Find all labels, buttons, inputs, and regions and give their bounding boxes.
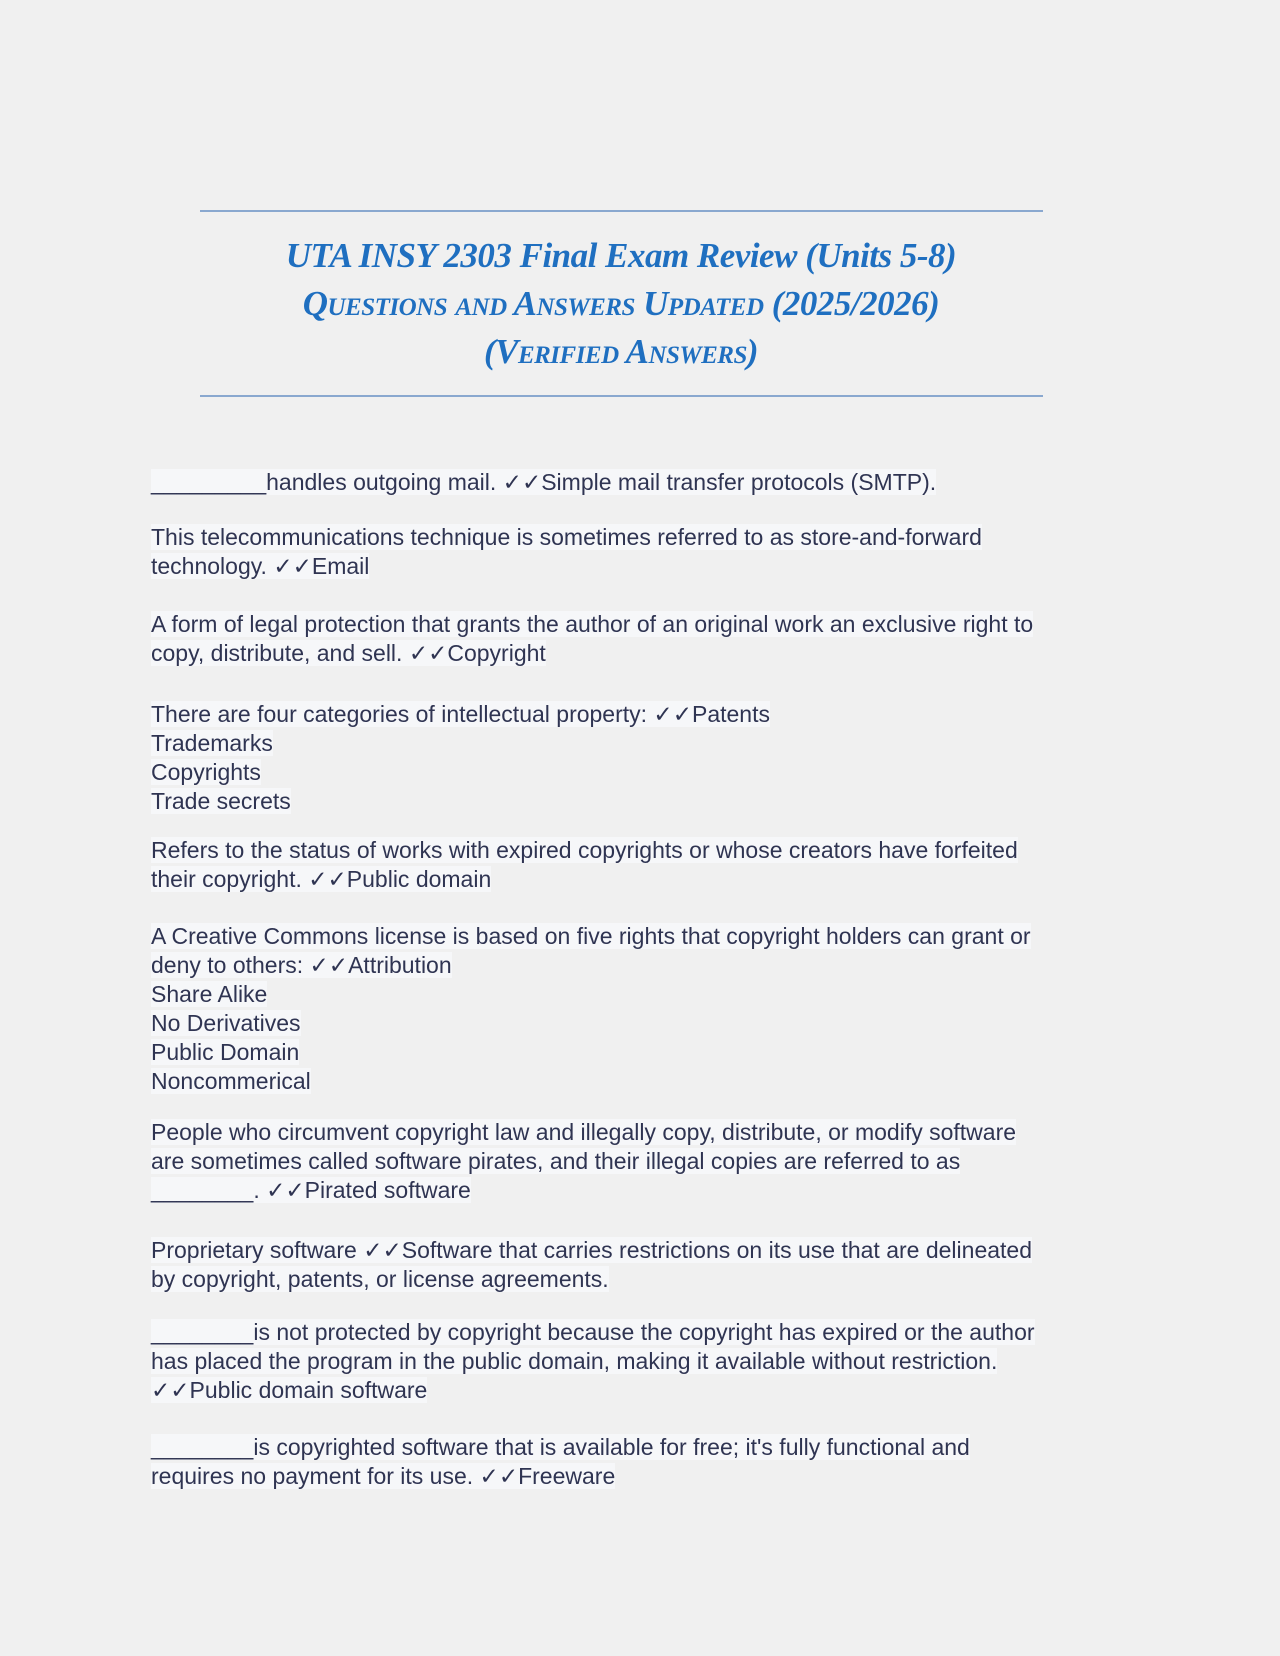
qa-item (151, 1318, 1035, 1405)
qa-line (151, 1433, 970, 1462)
qa-item (151, 1236, 1032, 1294)
qa-line-text: technology. ✓✓Email (151, 553, 370, 579)
qa-line (151, 980, 1031, 1009)
qa-line (151, 1118, 1016, 1147)
title-line-1: UTA INSY 2303 Final Exam Review (Units 5-8) (285, 236, 957, 275)
qa-line-text: deny to others: ✓✓Attribution (151, 952, 452, 978)
qa-line (151, 729, 770, 758)
qa-line-text: ✓✓Public domain software (151, 1377, 428, 1403)
qa-line-text: Refers to the status of works with expired copyrights or whose creators have forfeited (151, 837, 1018, 863)
qa-line-text: Copyrights (151, 759, 261, 785)
title-bottom-rule (200, 395, 1043, 397)
qa-line (151, 1009, 1031, 1038)
qa-line-text: A Creative Commons license is based on five rights that copyright holders can grant or (151, 923, 1031, 949)
qa-line-text: No Derivatives (151, 1010, 301, 1036)
qa-line (151, 1236, 1032, 1265)
qa-line (151, 1376, 1035, 1405)
qa-line-text: Trademarks (151, 730, 273, 756)
qa-line-text: There are four categories of intellectual property: ✓✓Patents (151, 701, 770, 727)
qa-item (151, 836, 1018, 894)
qa-line-text: People who circumvent copyright law and illegally copy, distribute, or modify software (151, 1119, 1017, 1145)
qa-line (151, 1038, 1031, 1067)
qa-line (151, 758, 770, 787)
qa-line (151, 836, 1018, 865)
qa-line (151, 1347, 1035, 1376)
qa-line-text: their copyright. ✓✓Public domain (151, 866, 492, 892)
qa-line-text: by copyright, patents, or license agreements. (151, 1266, 609, 1292)
qa-line (151, 1067, 1031, 1096)
qa-line-text: requires no payment for its use. ✓✓Freeware (151, 1463, 616, 1489)
qa-line-text: This telecommunications technique is sometimes referred to as store-and-forward (151, 524, 982, 550)
qa-item (151, 922, 1031, 1096)
qa-line-text: Trade secrets (151, 788, 291, 814)
qa-line-text: A form of legal protection that grants the author of an original work an exclusive right to (151, 611, 1034, 637)
qa-line (151, 1318, 1035, 1347)
qa-line (151, 1462, 970, 1491)
qa-line (151, 552, 982, 581)
qa-line (151, 951, 1031, 980)
qa-line-text: Noncommerical (151, 1068, 311, 1094)
qa-line-text: ________is copyrighted software that is available for free; it's fully functional and (151, 1434, 970, 1460)
title-top-rule (200, 210, 1043, 212)
qa-line (151, 1147, 1016, 1176)
qa-line (151, 865, 1018, 894)
qa-line-text: Proprietary software ✓✓Software that carries restrictions on its use that are delineated (151, 1237, 1032, 1263)
qa-line (151, 639, 1033, 668)
title-line-2: Questions and Answers Updated (2025/2026) (302, 284, 940, 323)
qa-line-text: ________. ✓✓Pirated software (151, 1177, 471, 1203)
qa-item (151, 523, 982, 581)
qa-item (151, 1433, 970, 1491)
qa-line (151, 922, 1031, 951)
qa-line-text: Share Alike (151, 981, 268, 1007)
qa-item (151, 1118, 1016, 1205)
qa-line-text: Public Domain (151, 1039, 300, 1065)
qa-line (151, 700, 770, 729)
qa-line (151, 787, 770, 816)
qa-line-text: has placed the program in the public domain, making it available without restriction. (151, 1348, 998, 1374)
document-title (150, 232, 1092, 376)
qa-line-text: ________is not protected by copyright because the copyright has expired or the author (151, 1319, 1035, 1345)
qa-item (151, 610, 1033, 668)
qa-line-text: _________handles outgoing mail. ✓✓Simple mail transfer protocols (SMTP). (151, 469, 937, 495)
qa-item (151, 700, 770, 816)
qa-line (151, 1176, 1016, 1205)
qa-line-text: copy, distribute, and sell. ✓✓Copyright (151, 640, 546, 666)
qa-line (151, 523, 982, 552)
qa-line-text: are sometimes called software pirates, and their illegal copies are referred to as (151, 1148, 961, 1174)
title-line-3: (Verified Answers) (483, 332, 759, 371)
qa-item (151, 468, 936, 497)
qa-line (151, 610, 1033, 639)
qa-line (151, 1265, 1032, 1294)
qa-line (151, 468, 936, 497)
